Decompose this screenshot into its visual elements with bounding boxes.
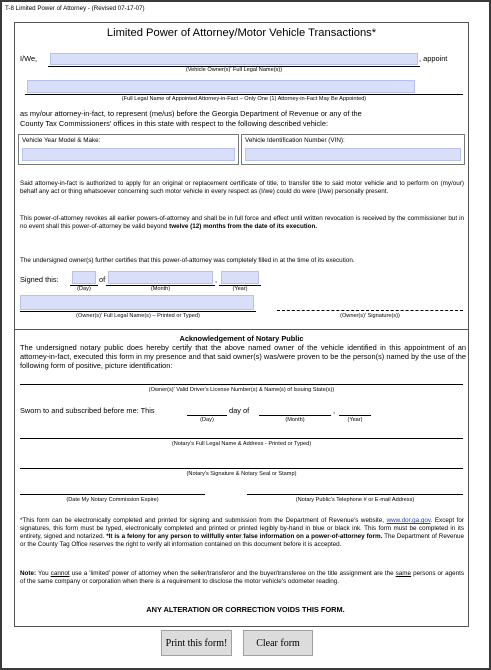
vehicle-make-box	[18, 134, 239, 165]
print-form-button[interactable]: Print this form!	[161, 630, 232, 656]
sworn-month-line	[259, 415, 331, 416]
attorney-name-caption: (Full Legal Name of Appointed Attorney-in-Fact – Only One (1) Attorney-in-Fact May Be Appointed)	[121, 96, 367, 102]
vin-label: Vehicle Identification Number (VIN):	[245, 137, 345, 144]
signed-month-field[interactable]	[108, 271, 213, 284]
sworn-day-caption: (Day)	[200, 417, 214, 423]
signed-this-label: Signed this:	[20, 275, 59, 284]
signed-year-caption: (Year)	[232, 286, 248, 292]
vin-box	[241, 134, 465, 165]
commission-line	[20, 494, 205, 495]
appoint-label: , appoint	[419, 54, 448, 63]
vin-field[interactable]	[245, 148, 461, 161]
felony-warning: *It is a felony for any person to willfully enter false information on a power-of-attorney form.	[106, 533, 383, 540]
notary-signature-line	[20, 468, 463, 469]
note-text-a: You	[38, 570, 49, 577]
twelve-months-text: twelve (12) months from the date of its execution.	[169, 223, 318, 230]
clear-form-button[interactable]: Clear form	[243, 630, 313, 656]
form-sheet	[14, 22, 469, 627]
sworn-month-caption: (Month)	[285, 417, 305, 423]
signed-of-label: of	[99, 275, 106, 284]
owner-printed-line	[20, 311, 256, 312]
footnote-text-a: *This form can be electronically completed and printed for signing and submission from the Department of Revenue's website,	[20, 517, 385, 524]
dor-website-link[interactable]: www.dor.ga.gov	[386, 517, 431, 524]
note-text-c: persons or agents of the same company or corporation when there is a requirement to disclose the motor vehicle's odometer reading.	[20, 570, 465, 585]
revocation-text: This power-of-attorney revokes all earlier powers-of-attorney and shall be in full force and effect until written revocation is received by the commissioner but in no event shall this power-of-attorney be valid beyond	[20, 215, 464, 230]
sworn-year-caption: (Year)	[347, 417, 363, 423]
vehicle-make-field[interactable]	[22, 148, 235, 161]
certify-paragraph: The undersigned owner(s) further certifies that this power-of-attorney was completely filled in at the time of its execution.	[20, 257, 355, 264]
owner-printed-caption: (Owner(s)' Full Legal Name(s) – Printed or Typed)	[76, 313, 200, 319]
license-caption: (Owner(s)' Valid Driver's License Number(s) & Name(s) of Issuing State(s))	[148, 387, 335, 393]
footnote-paragraph	[20, 517, 464, 549]
footnote-text-c: The Department of Revenue or the County Tag Office reserves the right to verify all information contained on this document before it is accepted.	[20, 533, 464, 548]
commission-caption: (Date My Notary Commission Expire)	[66, 497, 159, 503]
notary-name-caption: (Notary's Full Legal Name & Address - Printed or Typed)	[171, 441, 312, 447]
sworn-label: Sworn to and subscribed before me: This	[20, 406, 155, 415]
section-divider	[15, 329, 468, 330]
owner-printed-field[interactable]	[20, 295, 254, 310]
notary-paragraph: The undersigned notary public does hereby certify that the above named owner of the vehicle identified in this appointment of an attorney-in-fact, executed this form in my presence and that said owner(s) was/were proven to be the person(s) named by the use of the following form of positive, picture identification:	[20, 343, 466, 370]
authority-paragraph: Said attorney-in-fact is authorized to apply for an original or replacement certificate of title, to transfer title to said motor vehicle and to perform on (my/our) behalf any act or thing whatsoever concerning such motor vehicle in every respect as (I/we) could do were (I/we) personally present.	[20, 180, 464, 195]
note-paragraph	[20, 570, 464, 586]
alteration-warning: ANY ALTERATION OR CORRECTION VOIDS THIS FORM.	[146, 605, 345, 614]
iwe-label: I/We,	[20, 54, 38, 63]
sworn-day-line	[187, 415, 227, 416]
form-header: T-8 Limited Power of Attorney - (Revised 07-17-07)	[5, 5, 145, 12]
signed-day-caption: (Day)	[77, 286, 91, 292]
attorney-name-line	[25, 94, 463, 95]
sworn-year-line	[339, 415, 371, 416]
footnote-text-b: . Except for signatures, this form must be typed, electronically completed and printed or printed legibly by-hand in blue or black ink. This form must be completed in its entirety, signed and notarized.	[20, 517, 464, 540]
signed-month-caption: (Month)	[150, 286, 171, 292]
form-title: Limited Power of Attorney/Motor Vehicle Transactions*	[106, 27, 377, 39]
notary-signature-caption: (Notary's Signature & Notary Seal or Stamp)	[186, 471, 297, 477]
owner-signature-line	[277, 310, 463, 311]
notary-heading: Acknowledgement of Notary Public	[179, 334, 304, 343]
sworn-day-of-label: day of	[229, 406, 250, 415]
license-line	[20, 384, 463, 385]
note-same: same	[395, 570, 412, 577]
phone-line	[247, 494, 463, 495]
owner-names-caption: (Vehicle Owner(s)' Full Legal Name(s))	[185, 67, 283, 73]
owner-signature-caption: (Owner(s)' Signature(s))	[340, 313, 400, 319]
attorney-name-field[interactable]	[27, 80, 415, 93]
signed-day-field[interactable]	[72, 271, 96, 284]
intro-line-1: as my/our attorney-in-fact, to represent (me/us) before the Georgia Department of Revenue or any of the	[20, 109, 362, 118]
phone-caption: (Notary Public's Telephone # or E-mail Address)	[295, 497, 415, 503]
note-text-b: use a 'limited' power of attorney when the seller/transferor and the buyer/transferee on the title assignment are the	[71, 570, 394, 577]
vehicle-make-label: Vehicle Year Model & Make:	[22, 137, 101, 144]
intro-line-2: County Tax Commissioners' offices in this state with respect to the following described vehicle:	[20, 119, 328, 128]
notary-name-line	[20, 438, 463, 439]
revocation-paragraph	[20, 215, 464, 231]
sworn-comma: ,	[333, 406, 336, 415]
signed-year-field[interactable]	[221, 271, 259, 284]
note-cannot: cannot	[50, 570, 70, 577]
signed-comma: ,	[215, 275, 218, 284]
owner-names-field[interactable]	[50, 53, 418, 65]
note-label: Note:	[20, 570, 37, 577]
